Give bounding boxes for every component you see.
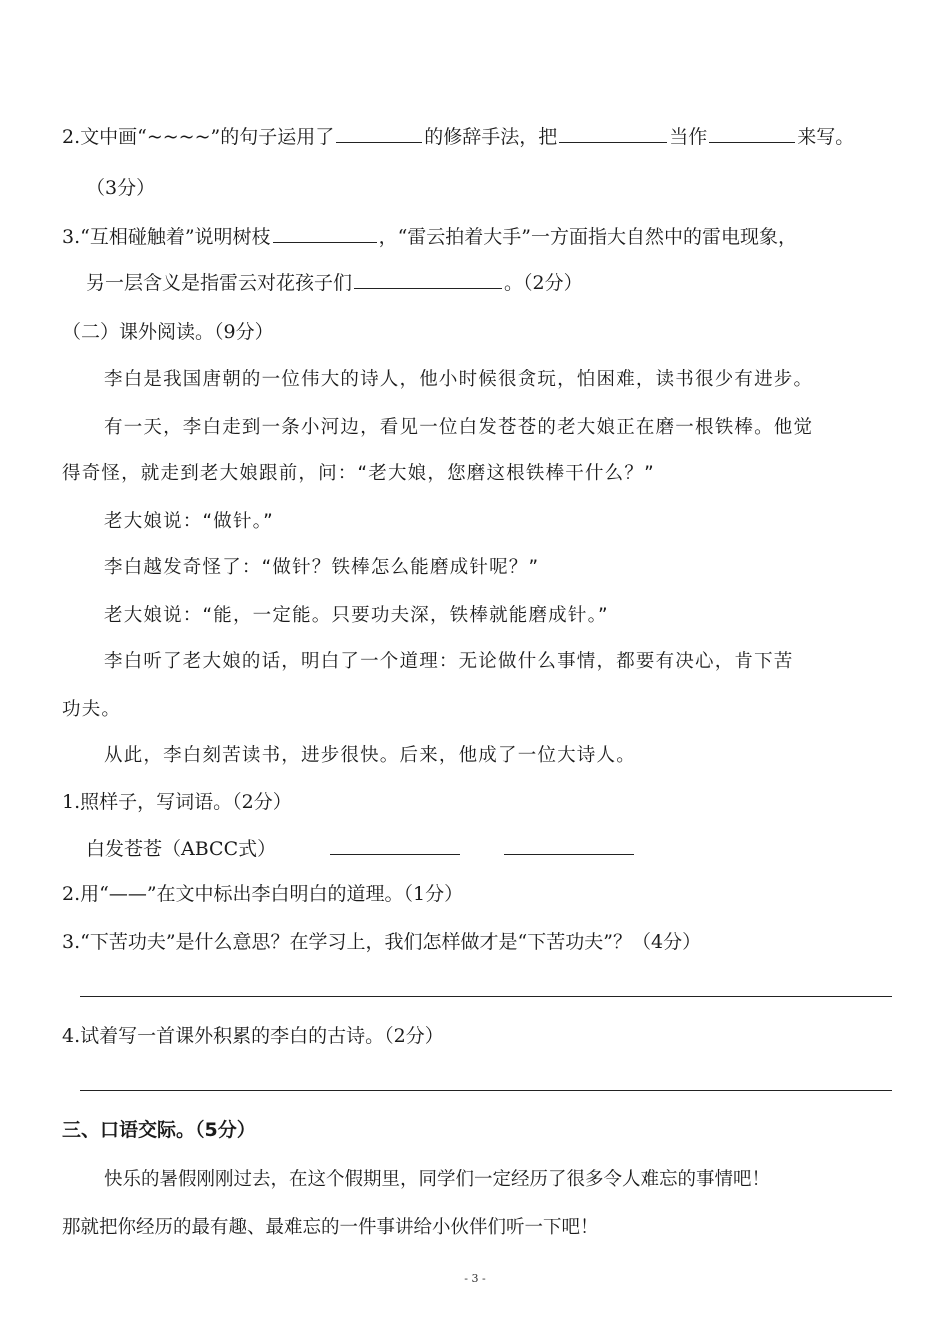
reading-question-4: 4.试着写一首课外积累的李白的古诗。（2分） [62,1025,444,1047]
section-3-line-1: 快乐的暑假刚刚过去，在这个假期里，同学们一定经历了很多令人难忘的事情吧！ [104,1169,771,1190]
section-3-line-2: 那就把你经历的最有趣、最难忘的一件事讲给小伙伴们听一下吧！ [62,1217,599,1238]
reading-question-3: 3.“下苦功夫”是什么意思？在学习上，我们怎样做才是“下苦功夫”？（4分） [62,931,702,953]
q2-blank-2[interactable] [559,124,667,143]
q3-text-post: ，“雷云拍着大手”一方面指大自然中的雷电现象， [378,226,797,248]
reading-question-1: 1.照样子，写词语。（2分） [62,791,292,813]
q3-text-pre: 3.“互相碰触着”说明树枝 [62,226,271,248]
q3-line2-pre: 另一层含义是指雷云对花孩子们 [86,272,353,294]
reading-question-2: 2.用“——”在文中标出李白明白的道理。（1分） [62,883,464,905]
rq1-blank-1[interactable] [330,836,460,855]
passage-paragraph-2a: 有一天，李白走到一条小河边，看见一位白发苍苍的老大娘正在磨一根铁棒。他觉 [104,417,814,438]
passage-paragraph-6b: 功夫。 [62,699,122,720]
passage-paragraph-2b: 得奇怪，就走到老大娘跟前，问：“老大娘，您磨这根铁棒干什么？” [62,463,655,484]
q2-blank-1[interactable] [336,124,422,143]
passage-paragraph-7: 从此，李白刻苦读书，进步很快。后来，他成了一位大诗人。 [104,745,636,766]
section-2-title: （二）课外阅读。（9分） [62,321,274,343]
reading-question-1-example [86,836,636,861]
passage-paragraph-1: 李白是我国唐朝的一位伟大的诗人，他小时候很贪玩，怕困难，读书很少有进步。 [104,369,814,390]
passage-paragraph-6a: 李白听了老大娘的话，明白了一个道理：无论做什么事情，都要有决心，肯下苦 [104,651,794,672]
rq1-example-text: 白发苍苍（ABCC式） [86,838,277,860]
passage-paragraph-3: 老大娘说：“做针。” [104,511,274,532]
question-3-line-2 [86,270,583,295]
section-3-title: 三、口语交际。（5分） [62,1119,256,1141]
rq1-blank-2[interactable] [504,836,634,855]
q2-score: （3分） [86,177,156,199]
rq4-answer-line[interactable] [80,1090,892,1091]
q2-text-post: 来写。 [797,126,855,148]
q3-blank-1[interactable] [273,224,377,243]
rq3-answer-line[interactable] [80,996,892,997]
q2-blank-3[interactable] [709,124,795,143]
q2-text-mid1: 的修辞手法，把 [424,126,558,148]
question-2 [62,124,854,149]
q2-text-mid2: 当作 [669,126,708,148]
question-3 [62,224,797,249]
passage-paragraph-5: 老大娘说：“能，一定能。只要功夫深，铁棒就能磨成针。” [104,605,609,626]
page-number: - 3 - [464,1272,486,1285]
q2-text-pre: 2.文中画“~~~~”的句子运用了 [62,126,335,148]
passage-paragraph-4: 李白越发奇怪了：“做针？铁棒怎么能磨成针呢？” [104,557,540,578]
q3-line2-post: 。（2分） [504,272,583,294]
q3-blank-2[interactable] [354,270,502,289]
